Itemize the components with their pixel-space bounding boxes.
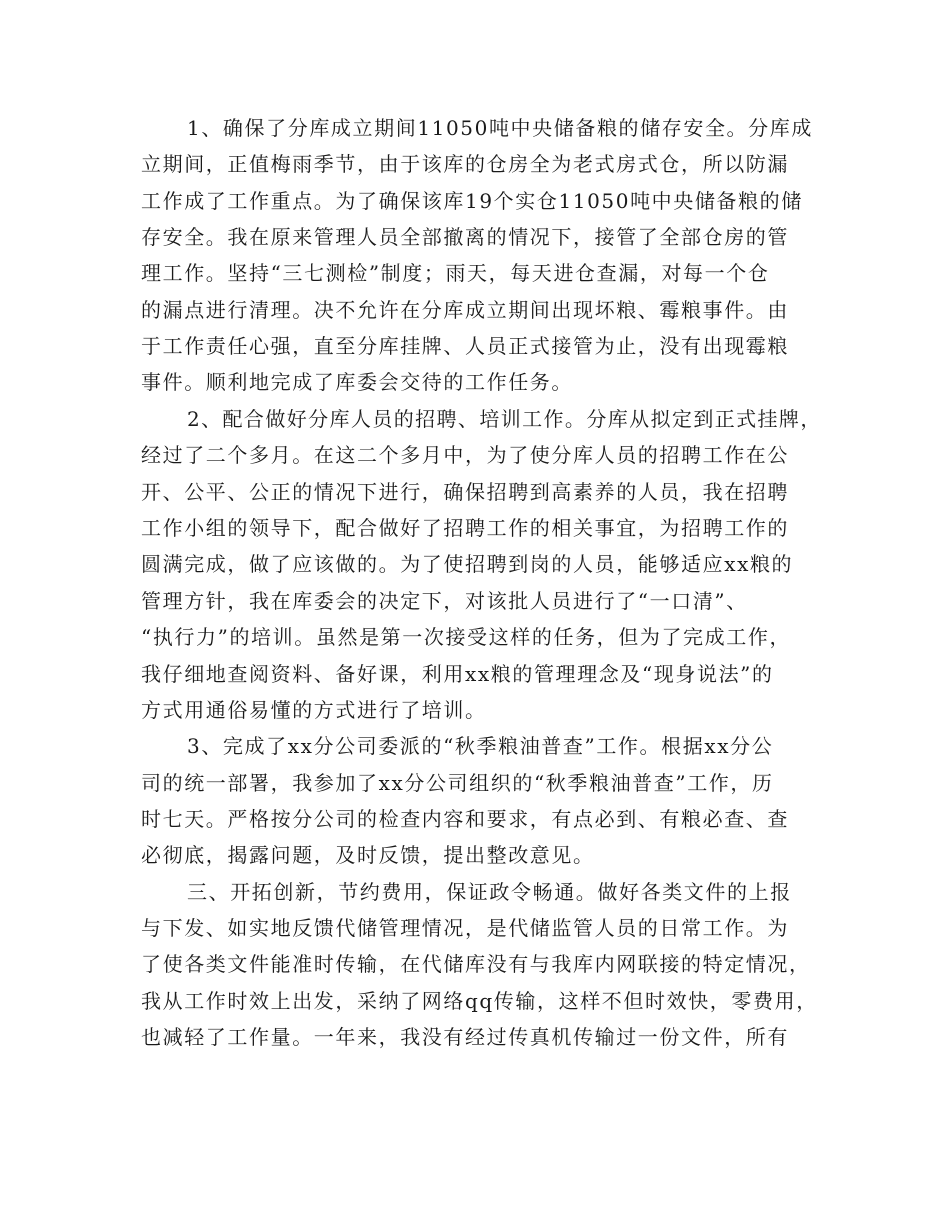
paragraph-1-line-5: 理工作。坚持“三七测检”制度；雨天，每天进仓查漏，对每一个仓: [141, 261, 770, 285]
paragraph-3-line-1: 3、完成了xx分公司委派的“秋季粮油普查”工作。根据xx分公: [187, 734, 774, 758]
paragraph-2-line-9: 方式用通俗易懂的方式进行了培训。: [141, 698, 487, 722]
paragraph-1-line-4: 存安全。我在原来管理人员全部撤离的情况下，接管了全部仓房的管: [141, 225, 789, 249]
paragraph-4-line-2: 与下发、如实地反馈代储管理情况，是代储监管人员的日常工作。为: [141, 916, 789, 940]
paragraph-3-line-4: 必彻底，揭露问题，及时反馈，提出整改意见。: [141, 843, 595, 867]
paragraph-2-line-6: 管理方针，我在库委会的决定下，对该批人员进行了“一口清”、: [141, 589, 748, 613]
paragraph-2-line-1: 2、配合做好分库人员的招聘、培训工作。分库从拟定到正式挂牌，: [187, 407, 822, 431]
paragraph-4-line-3: 了使各类文件能准时传输，在代储库没有与我库内网联接的特定情况，: [141, 952, 811, 976]
paragraph-2-line-7: “执行力”的培训。虽然是第一次接受这样的任务，但为了完成工作，: [141, 625, 792, 649]
paragraph-2-line-4: 工作小组的领导下，配合做好了招聘工作的相关事宜，为招聘工作的: [141, 516, 789, 540]
paragraph-2-line-2: 经过了二个多月。在这二个多月中，为了使分库人员的招聘工作在公: [141, 443, 789, 467]
paragraph-2-line-8: 我仔细地查阅资料、备好课，利用xx粮的管理理念及“现身说法”的: [141, 662, 774, 686]
paragraph-2-line-5: 圆满完成，做了应该做的。为了使招聘到岗的人员，能够适应xx粮的: [141, 552, 794, 576]
paragraph-1-line-3: 工作成了工作重点。为了确保该库19个实仓11050吨中央储备粮的储: [141, 189, 803, 213]
paragraph-3-line-3: 时七天。严格按分公司的检查内容和要求，有点必到、有粮必查、查: [141, 807, 789, 831]
paragraph-2-line-3: 开、公平、公正的情况下进行，确保招聘到高素养的人员，我在招聘: [141, 480, 789, 504]
paragraph-4-line-5: 也减轻了工作量。一年来，我没有经过传真机传输过一份文件，所有: [141, 1025, 789, 1049]
paragraph-4-line-1: 三、开拓创新，节约费用，保证政令畅通。做好各类文件的上报: [187, 880, 792, 904]
paragraph-4-line-4: 我从工作时效上出发，采纳了网络qq传输，这样不但时效快，零费用，: [141, 989, 818, 1013]
paragraph-3-line-2: 司的统一部署，我参加了xx分公司组织的“秋季粮油普查”工作，历: [141, 771, 774, 795]
paragraph-1-line-6: 的漏点进行清理。决不允许在分库成立期间出现坏粮、霉粮事件。由: [141, 298, 789, 322]
paragraph-1-line-2: 立期间，正值梅雨季节，由于该库的仓房全为老式房式仓，所以防漏: [141, 152, 789, 176]
paragraph-1-line-1: 1、确保了分库成立期间11050吨中央储备粮的储存安全。分库成: [187, 116, 813, 140]
paragraph-1-line-8: 事件。顺利地完成了库委会交待的工作任务。: [141, 370, 573, 394]
paragraph-1-line-7: 于工作责任心强，直至分库挂牌、人员正式接管为止，没有出现霉粮: [141, 334, 789, 358]
